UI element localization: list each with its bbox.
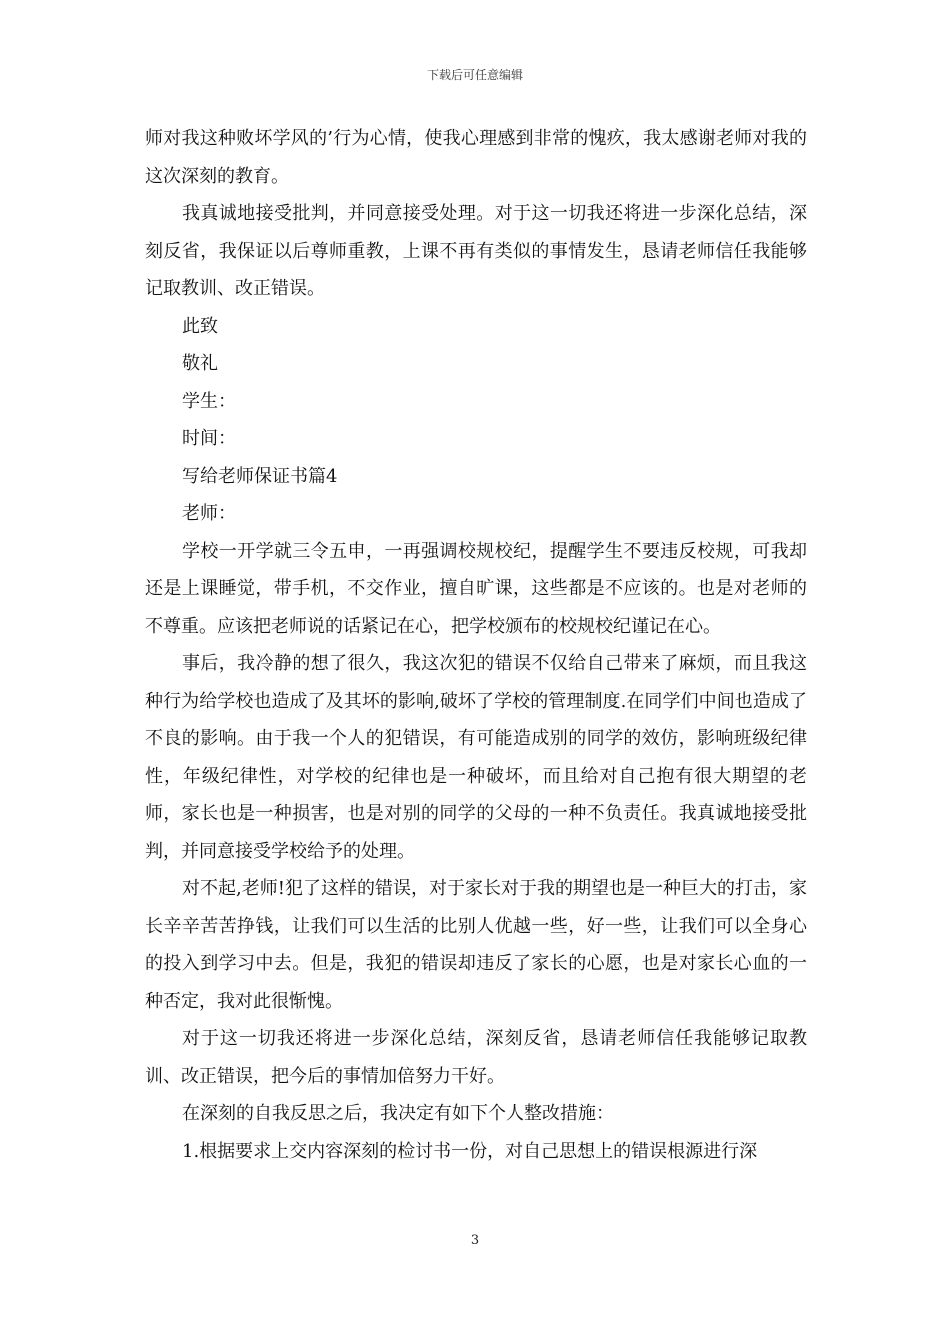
paragraph-6: 对于这一切我还将进一步深化总结，深刻反省，恳请老师信任我能够记取教训、改正错误，把今后的事情加倍努力干好。 xyxy=(145,1028,807,1087)
paragraph-3: 学校一开学就三令五申，一再强调校规校纪，提醒学生不要违反校规，可我却还是上课睡觉，带手机，不交作业，擅自旷课，这些都是不应该的。也是对老师的不尊重。应该把老师说的话紧记在心，把学校颁布的校规校纪谨记在心。 xyxy=(145,540,807,637)
section-title: 写给老师保证书篇4 xyxy=(182,465,338,487)
salutation-closing: 此致 xyxy=(182,315,218,337)
paragraph-1: 师对我这种败坏学风的’行为心情，使我心理感到非常的愧疚，我太感谢老师对我的这次深刻的教育。 xyxy=(145,128,807,187)
page-number: 3 xyxy=(470,1233,480,1248)
letter-greeting: 老师： xyxy=(182,503,236,524)
signature-student: 学生： xyxy=(182,390,236,412)
paragraph-5: 对不起,老师!犯了这样的错误，对于家长对于我的期望也是一种巨大的打击，家长辛辛苦苦挣钱，让我们可以生活的比别人优越一些，好一些，让我们可以全身心的投入到学习中去。但是，我犯的错误却违反了家长的心愿，也是对家长心血的一种否定，我对此很惭愧。 xyxy=(145,878,807,1012)
paragraph-8: 1.根据要求上交内容深刻的检讨书一份，对自己思想上的错误根源进行深 xyxy=(182,1140,758,1162)
document-body xyxy=(145,120,807,1170)
paragraph-2: 我真诚地接受批判，并同意接受处理。对于这一切我还将进一步深化总结，深刻反省，我保证以后尊师重教，上课不再有类似的事情发生，恳请老师信任我能够记取教训、改正错误。 xyxy=(145,203,807,299)
page-header: 下载后可任意编辑 xyxy=(426,68,523,82)
signature-time: 时间： xyxy=(182,428,236,449)
salutation-regards: 敬礼 xyxy=(182,353,218,374)
paragraph-7: 在深刻的自我反思之后，我决定有如下个人整改措施： xyxy=(182,1103,614,1124)
paragraph-4: 事后，我冷静的想了很久，我这次犯的错误不仅给自己带来了麻烦，而且我这种行为给学校也造成了及其坏的影响,破坏了学校的管理制度.在同学们中间也造成了不良的影响。由于我一个人的犯错误，有可能造成别的同学的效仿，影响班级纪律性，年级纪律性，对学校的纪律也是一种破坏，而且给对自己抱有很大期望的老师，家长也是一种损害，也是对别的同学的父母的一种不负责任。我真诚地接受批判，并同意接受学校给予的处理。 xyxy=(145,653,807,862)
